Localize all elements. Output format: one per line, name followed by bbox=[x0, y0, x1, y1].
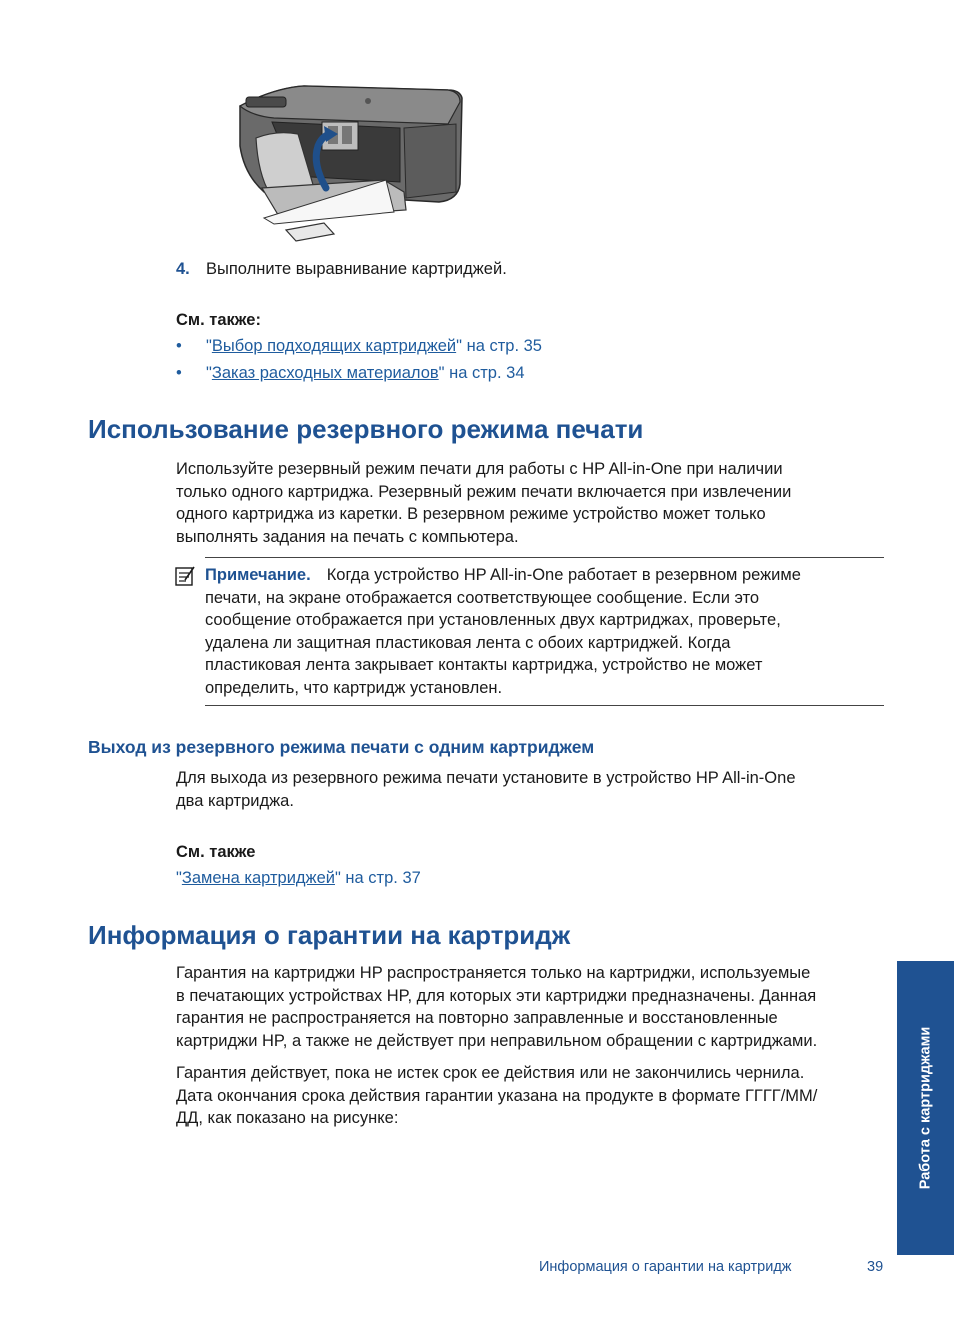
quote-open: " bbox=[206, 364, 212, 382]
paragraph-line: одного картриджа из каретки. В резервном режиме устройство может только bbox=[176, 505, 766, 523]
see-also-item bbox=[176, 335, 542, 358]
note-first-line: Когда устройство HP All-in-One работает в резервном режиме bbox=[326, 566, 801, 584]
reserve-mode-paragraph bbox=[176, 458, 896, 548]
warranty-paragraph-2 bbox=[176, 1062, 891, 1130]
bullet: • bbox=[176, 337, 182, 355]
warranty-paragraph-1 bbox=[176, 962, 891, 1052]
paragraph-line: два картриджа. bbox=[176, 791, 294, 810]
note-line: сообщение отображается при установленных двух картриджах, проверьте, bbox=[205, 611, 781, 629]
paragraph-line: выполнять задания на печать с компьютера. bbox=[176, 527, 519, 546]
link-choose-cartridges[interactable]: Выбор подходящих картриджей bbox=[211, 337, 457, 355]
link-replace-cartridges[interactable]: Замена картриджей bbox=[181, 869, 335, 887]
chapter-side-tab-label: Работа с картриджами bbox=[917, 1026, 934, 1190]
see-also-heading: См. также: bbox=[176, 311, 261, 329]
note-line: печати, на экране отображается соответствующее сообщение. Если это bbox=[205, 588, 760, 607]
note-line: пластиковая лента закрывает контакты картриджа, устройство не может bbox=[205, 656, 763, 674]
page-ref: " на стр. 37 bbox=[334, 869, 421, 887]
bullet: • bbox=[176, 364, 182, 382]
section-title-exit-reserve: Выход из резервного режима печати с одним картриджем bbox=[88, 737, 595, 757]
page-ref: " на стр. 34 bbox=[438, 364, 525, 382]
note-line: определить, что картридж установлен. bbox=[205, 678, 503, 697]
paragraph-line: гарантия не распространяется на повторно заправленные и восстановленные bbox=[176, 1009, 778, 1027]
paragraph-line: картриджи HP, а также не действует при неправильном обращении с картриджами. bbox=[176, 1031, 818, 1050]
paragraph-line: в печатающих устройствах HP, для которых эти картриджи предназначены. Данная bbox=[176, 986, 817, 1005]
section-title-reserve-mode: Использование резервного режима печати bbox=[88, 414, 644, 444]
note-top-rule bbox=[205, 557, 884, 558]
quote-open: " bbox=[176, 869, 182, 887]
paragraph-line: только одного картриджа. Резервный режим печати включается при извлечении bbox=[176, 482, 792, 501]
exit-reserve-paragraph bbox=[176, 767, 896, 812]
paragraph-line: ДД, как показано на рисунке: bbox=[176, 1109, 399, 1127]
page-ref: " на стр. 35 bbox=[456, 337, 542, 355]
chapter-side-tab-label-box bbox=[897, 961, 954, 1255]
step-number: 4. bbox=[176, 260, 190, 278]
see-also-item bbox=[176, 362, 525, 385]
note-icon bbox=[174, 565, 196, 587]
note-line: удалена ли защитная пластиковая лента с обоих картриджей. Когда bbox=[205, 633, 731, 652]
link-order-supplies[interactable]: Заказ расходных материалов bbox=[211, 364, 439, 382]
paragraph-line: Гарантия на картриджи HP распространяется только на картриджи, используемые bbox=[176, 964, 811, 982]
step-text: Выполните выравнивание картриджей. bbox=[206, 260, 507, 278]
section-title-warranty: Информация о гарантии на картридж bbox=[88, 920, 571, 950]
footer-page-number: 39 bbox=[867, 1259, 884, 1275]
paragraph-line: Используйте резервный режим печати для работы с HP All-in-One при наличии bbox=[176, 460, 783, 478]
note-body bbox=[205, 564, 895, 699]
step-4 bbox=[176, 258, 507, 281]
paragraph-line: Для выхода из резервного режима печати установите в устройство HP All-in-One bbox=[176, 769, 796, 787]
see-also-item bbox=[176, 867, 421, 890]
paragraph-line: Гарантия действует, пока не истек срок ее действия или не закончились чернила. bbox=[176, 1064, 805, 1082]
see-also-heading: См. также bbox=[176, 843, 256, 861]
paragraph-line: Дата окончания срока действия гарантии указана на продукте в формате ГГГГ/ММ/ bbox=[176, 1086, 818, 1105]
note-label: Примечание. bbox=[205, 566, 311, 584]
note-bottom-rule bbox=[205, 705, 884, 706]
printer-illustration bbox=[234, 84, 466, 248]
footer-section-title: Информация о гарантии на картридж bbox=[539, 1259, 792, 1275]
quote-open: " bbox=[206, 337, 212, 355]
